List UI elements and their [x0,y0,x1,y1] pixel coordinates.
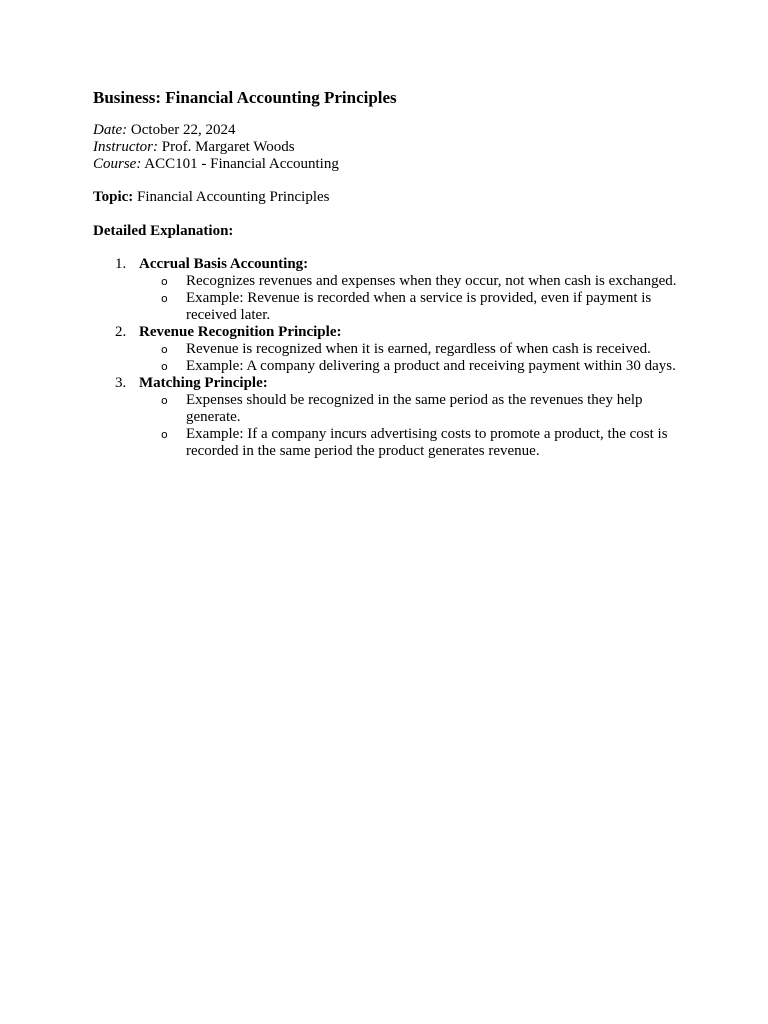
principles-list [93,256,683,460]
meta-instructor-label: Instructor: [93,139,158,155]
list-item [139,426,683,460]
meta-instructor [93,139,683,156]
list-item [139,341,683,358]
hollow-bullet-icon: o [161,360,168,373]
meta-date-value: October 22, 2024 [130,122,236,138]
point-text: Expenses should be recognized in the same period as the revenues they help generate. [186,392,643,425]
detailed-explanation-heading: Detailed Explanation: [93,223,234,239]
section-number: 3. [115,375,127,391]
meta-date-label: Date: [93,122,128,138]
topic-label: Topic: [93,189,134,205]
list-item [139,290,683,324]
list-item [139,358,683,375]
meta-instructor-value: Prof. Margaret Woods [161,139,295,155]
section-points [139,392,683,460]
hollow-bullet-icon: o [161,428,168,441]
topic-line [93,189,683,206]
list-item [93,324,683,375]
meta-course [93,156,683,173]
section-heading: Matching Principle: [139,375,268,391]
list-item [139,392,683,426]
hollow-bullet-icon: o [161,292,168,305]
meta-course-label: Course: [93,156,142,172]
hollow-bullet-icon: o [161,343,168,356]
list-item [139,273,683,290]
section-points [139,341,683,375]
hollow-bullet-icon: o [161,275,168,288]
document-meta [93,122,683,173]
document-title: Business: Financial Accounting Principles [93,88,397,107]
meta-date [93,122,683,139]
section-number: 1. [115,256,127,272]
meta-course-value: ACC101 - Financial Accounting [144,156,339,172]
section-number: 2. [115,324,127,340]
section-heading: Revenue Recognition Principle: [139,324,342,340]
point-text: Example: Revenue is recorded when a service is provided, even if payment is received later. [186,290,652,323]
document-page [93,88,683,460]
point-text: Example: A company delivering a product and receiving payment within 30 days. [186,358,676,374]
list-item [93,256,683,324]
list-item [93,375,683,460]
section-heading: Accrual Basis Accounting: [139,256,309,272]
topic-value: Financial Accounting Principles [137,189,330,205]
point-text: Example: If a company incurs advertising costs to promote a product, the cost is recorded in the same period the product generates revenue. [186,426,668,459]
section-points [139,273,683,324]
point-text: Revenue is recognized when it is earned, regardless of when cash is received. [186,341,651,357]
hollow-bullet-icon: o [161,394,168,407]
point-text: Recognizes revenues and expenses when they occur, not when cash is exchanged. [186,273,677,289]
